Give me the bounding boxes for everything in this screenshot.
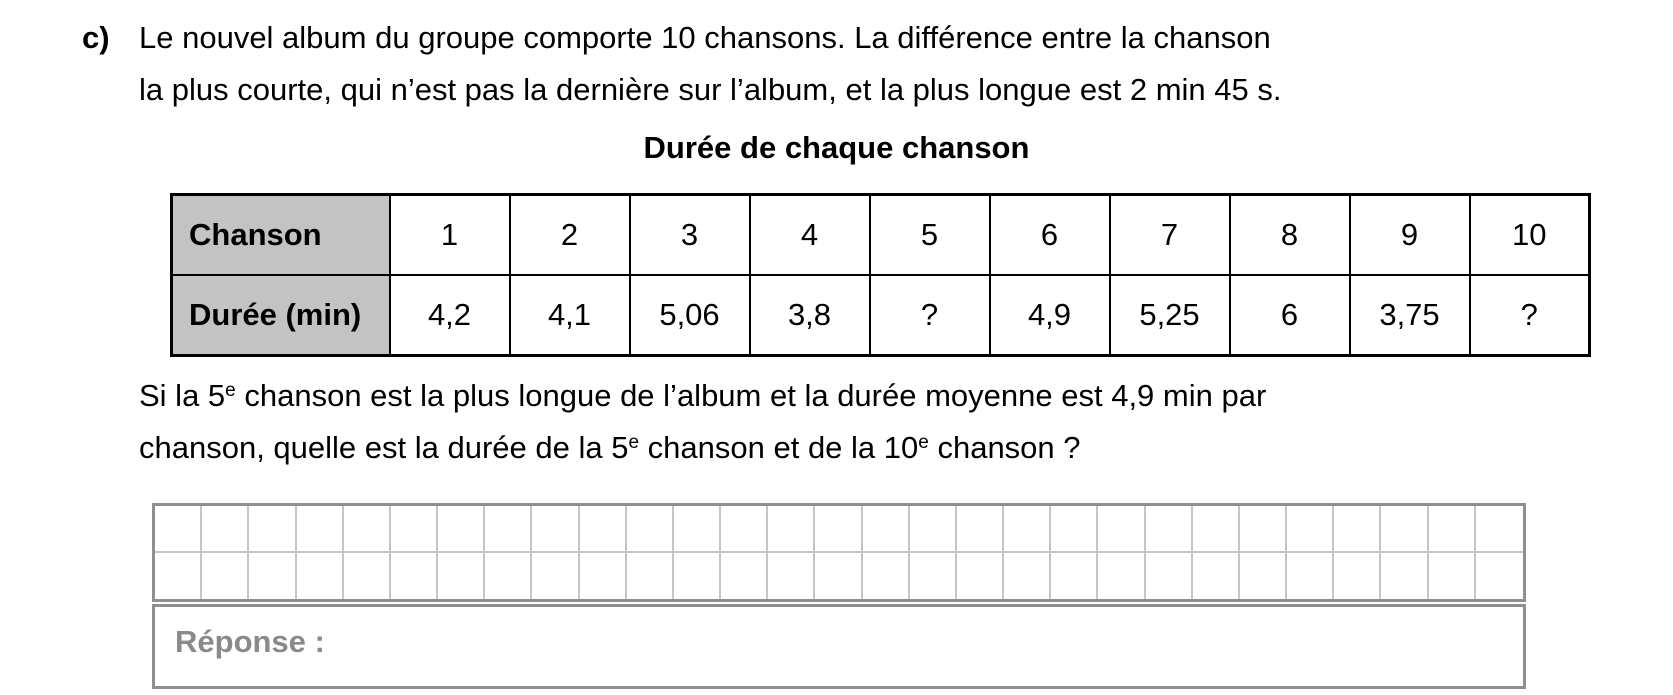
grid-cell (249, 506, 296, 553)
reponse-label: Réponse : (175, 624, 325, 659)
table-row-durations (172, 275, 1590, 356)
song-number-cell: 2 (510, 195, 630, 276)
table-title: Durée de chaque chanson (643, 130, 1030, 165)
ordinal-sup: e (225, 379, 236, 401)
song-number-cell: 9 (1350, 195, 1470, 276)
grid-cell (1004, 506, 1051, 553)
grid-cell (1004, 553, 1051, 600)
intro-line-2: la plus courte, qui n’est pas la dernière sur l’album, et la plus longue est 2 min 45 s. (139, 72, 1282, 107)
song-number-cell: 10 (1470, 195, 1590, 276)
grid-cell (1381, 553, 1428, 600)
grid-cell (721, 506, 768, 553)
grid-cell (485, 506, 532, 553)
grid-cell (1098, 506, 1145, 553)
question-line-2: chanson, quelle est la durée de la 5e chanson et de la 10e chanson ? (139, 430, 1081, 465)
grid-cell (674, 506, 721, 553)
song-number-cell: 4 (750, 195, 870, 276)
grid-cell (627, 553, 674, 600)
ordinal-sup: e (918, 431, 929, 453)
row-header-chanson: Chanson (172, 195, 390, 276)
question-letter: c) (82, 20, 110, 55)
grid-cell (1429, 506, 1476, 553)
song-number-cell: 7 (1110, 195, 1230, 276)
grid-cell (815, 553, 862, 600)
grid-cell (1193, 553, 1240, 600)
song-number-cell: 3 (630, 195, 750, 276)
grid-cell (1334, 506, 1381, 553)
intro-line-1: Le nouvel album du groupe comporte 10 chansons. La différence entre la chanson (139, 20, 1271, 55)
grid-cell (1287, 553, 1334, 600)
duration-cell: 3,75 (1350, 275, 1470, 356)
reponse-box[interactable] (152, 604, 1526, 689)
duration-cell: ? (1470, 275, 1590, 356)
song-number-cell: 8 (1230, 195, 1350, 276)
grid-cell (438, 506, 485, 553)
grid-cell (1051, 553, 1098, 600)
grid-cell (910, 506, 957, 553)
duration-cell: 4,2 (390, 275, 510, 356)
song-number-cell: 1 (390, 195, 510, 276)
grid-cell (1240, 506, 1287, 553)
grid-cell (155, 506, 202, 553)
grid-cell (1240, 553, 1287, 600)
grid-cell (957, 553, 1004, 600)
duration-cell: 5,06 (630, 275, 750, 356)
grid-cell (910, 553, 957, 600)
grid-cell (580, 506, 627, 553)
grid-cell (344, 553, 391, 600)
grid-cell (1098, 553, 1145, 600)
grid-cell (863, 506, 910, 553)
question-text (139, 370, 1266, 474)
grid-cell (1146, 506, 1193, 553)
grid-cell (485, 553, 532, 600)
grid-cell (297, 506, 344, 553)
song-number-cell: 6 (990, 195, 1110, 276)
grid-cell (1381, 506, 1428, 553)
grid-cell (768, 506, 815, 553)
grid-cell (1429, 553, 1476, 600)
duration-table (170, 193, 1591, 357)
grid-cell (249, 553, 296, 600)
question-c-intro (82, 12, 1281, 116)
grid-cell (532, 553, 579, 600)
row-header-duree: Durée (min) (172, 275, 390, 356)
song-number-cell: 5 (870, 195, 990, 276)
ordinal-sup: e (628, 431, 640, 453)
grid-cell (202, 506, 249, 553)
grid-cell (627, 506, 674, 553)
grid-cell (863, 553, 910, 600)
question-line-1: Si la 5e chanson est la plus longue de l’album et la durée moyenne est 4,9 min par (139, 378, 1267, 413)
grid-cell (297, 553, 344, 600)
grid-cell (1476, 553, 1523, 600)
duration-cell: 4,1 (510, 275, 630, 356)
grid-cell (674, 553, 721, 600)
grid-cell (1334, 553, 1381, 600)
grid-cell (768, 553, 815, 600)
duration-cell: 4,9 (990, 275, 1110, 356)
grid-cell (1287, 506, 1334, 553)
grid-cell (344, 506, 391, 553)
grid-cell (1051, 506, 1098, 553)
grid-cell (721, 553, 768, 600)
grid-cell (155, 553, 202, 600)
duration-cell: 5,25 (1110, 275, 1230, 356)
grid-cell (580, 553, 627, 600)
grid-cell (438, 553, 485, 600)
grid-cell (532, 506, 579, 553)
duration-cell: ? (870, 275, 990, 356)
grid-cell (1193, 506, 1240, 553)
intro-text (139, 12, 1281, 116)
grid-cell (391, 506, 438, 553)
grid-cell (1146, 553, 1193, 600)
grid-cell (1476, 506, 1523, 553)
answer-work-grid[interactable] (152, 503, 1526, 602)
table-row-songs (172, 195, 1590, 276)
grid-cell (815, 506, 862, 553)
duration-cell: 3,8 (750, 275, 870, 356)
grid-cell (391, 553, 438, 600)
grid-cell (957, 506, 1004, 553)
grid-cell (202, 553, 249, 600)
duration-cell: 6 (1230, 275, 1350, 356)
